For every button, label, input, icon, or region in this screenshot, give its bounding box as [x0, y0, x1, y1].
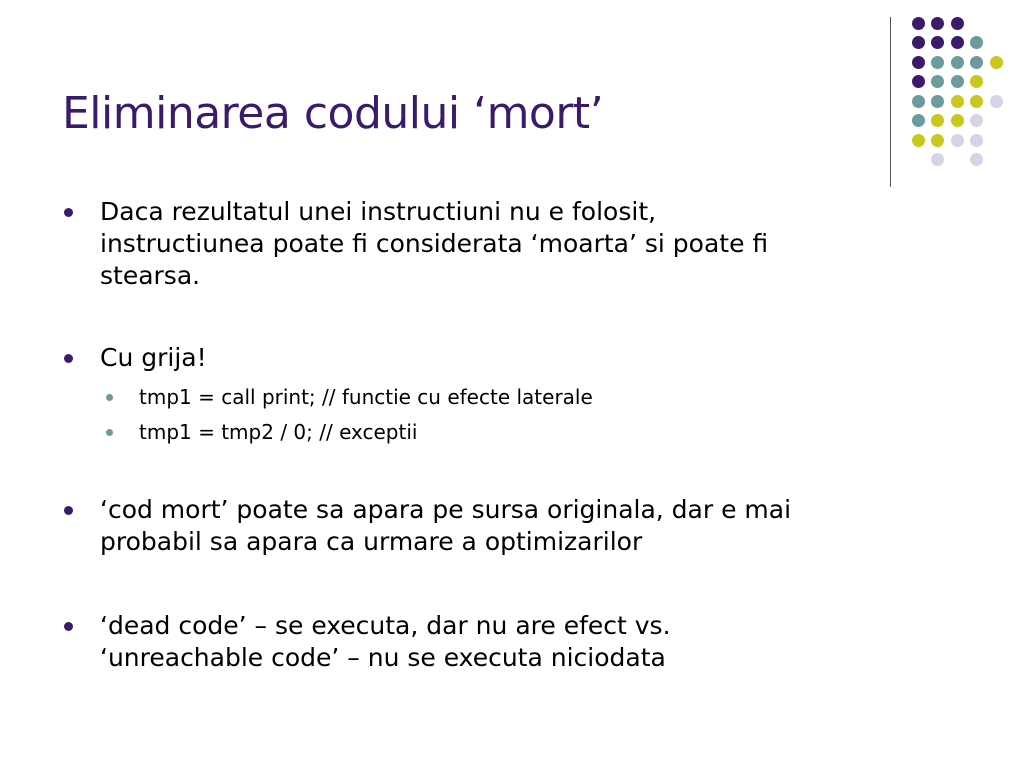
bullet-text-line: probabil sa apara ca urmare a optimizarilor [100, 527, 643, 556]
decorative-dot [912, 95, 925, 108]
decorative-dot [970, 95, 983, 108]
decorative-dot [912, 114, 925, 127]
decorative-dot [931, 75, 944, 88]
decorative-dot [951, 56, 964, 69]
bullet-item-2 [100, 342, 207, 374]
sub-bullet-item-2 [139, 419, 417, 445]
bullet-item-3 [100, 494, 791, 558]
bullet-text-line: instructiunea poate fi considerata ‘moarta’ si poate fi [100, 229, 769, 258]
decorative-dot [970, 153, 983, 166]
decorative-dot [951, 134, 964, 147]
bullet-item-4 [100, 610, 671, 674]
decorative-dot [931, 56, 944, 69]
sub-bullet-dot-icon [106, 394, 113, 401]
slide-title: Eliminarea codului ‘mort’ [62, 88, 604, 139]
bullet-text-line: Cu grija! [100, 343, 207, 372]
decorative-dot [970, 134, 983, 147]
title-divider-line [890, 17, 891, 187]
bullet-text-line: Daca rezultatul unei instructiuni nu e folosit, [100, 197, 657, 226]
sub-bullet-dot-icon [106, 429, 113, 436]
decorative-dot [990, 95, 1003, 108]
bullet-text-line: ‘unreachable code’ – nu se executa niciodata [100, 643, 666, 672]
bullet-text-line: ‘dead code’ – se executa, dar nu are efect vs. [100, 611, 671, 640]
bullet-dot-icon [64, 506, 73, 515]
decorative-dot [912, 36, 925, 49]
sub-bullet-text: tmp1 = call print; // functie cu efecte laterale [139, 385, 593, 409]
decorative-dot [951, 36, 964, 49]
decorative-dot [912, 56, 925, 69]
decorative-dot [951, 114, 964, 127]
decorative-dot [931, 114, 944, 127]
bullet-item-1 [100, 196, 768, 292]
decorative-dot [931, 153, 944, 166]
sub-bullet-text: tmp1 = tmp2 / 0; // exceptii [139, 420, 418, 444]
decorative-dot [931, 95, 944, 108]
decorative-dot [951, 95, 964, 108]
decorative-dot [990, 56, 1003, 69]
decorative-dot [951, 75, 964, 88]
bullet-text-line: stearsa. [100, 261, 201, 290]
decorative-dot [970, 114, 983, 127]
decorative-dot [931, 134, 944, 147]
decorative-dot [951, 17, 964, 30]
decorative-dot [912, 17, 925, 30]
decorative-dot [931, 36, 944, 49]
decorative-dot [931, 17, 944, 30]
bullet-dot-icon [64, 354, 73, 363]
decorative-dot [970, 36, 983, 49]
bullet-dot-icon [64, 622, 73, 631]
decorative-dot [912, 75, 925, 88]
decorative-dot [912, 134, 925, 147]
bullet-dot-icon [64, 208, 73, 217]
bullet-text-line: ‘cod mort’ poate sa apara pe sursa originala, dar e mai [100, 495, 792, 524]
decorative-dot [970, 75, 983, 88]
decorative-dot [970, 56, 983, 69]
sub-bullet-item-1 [139, 384, 593, 410]
